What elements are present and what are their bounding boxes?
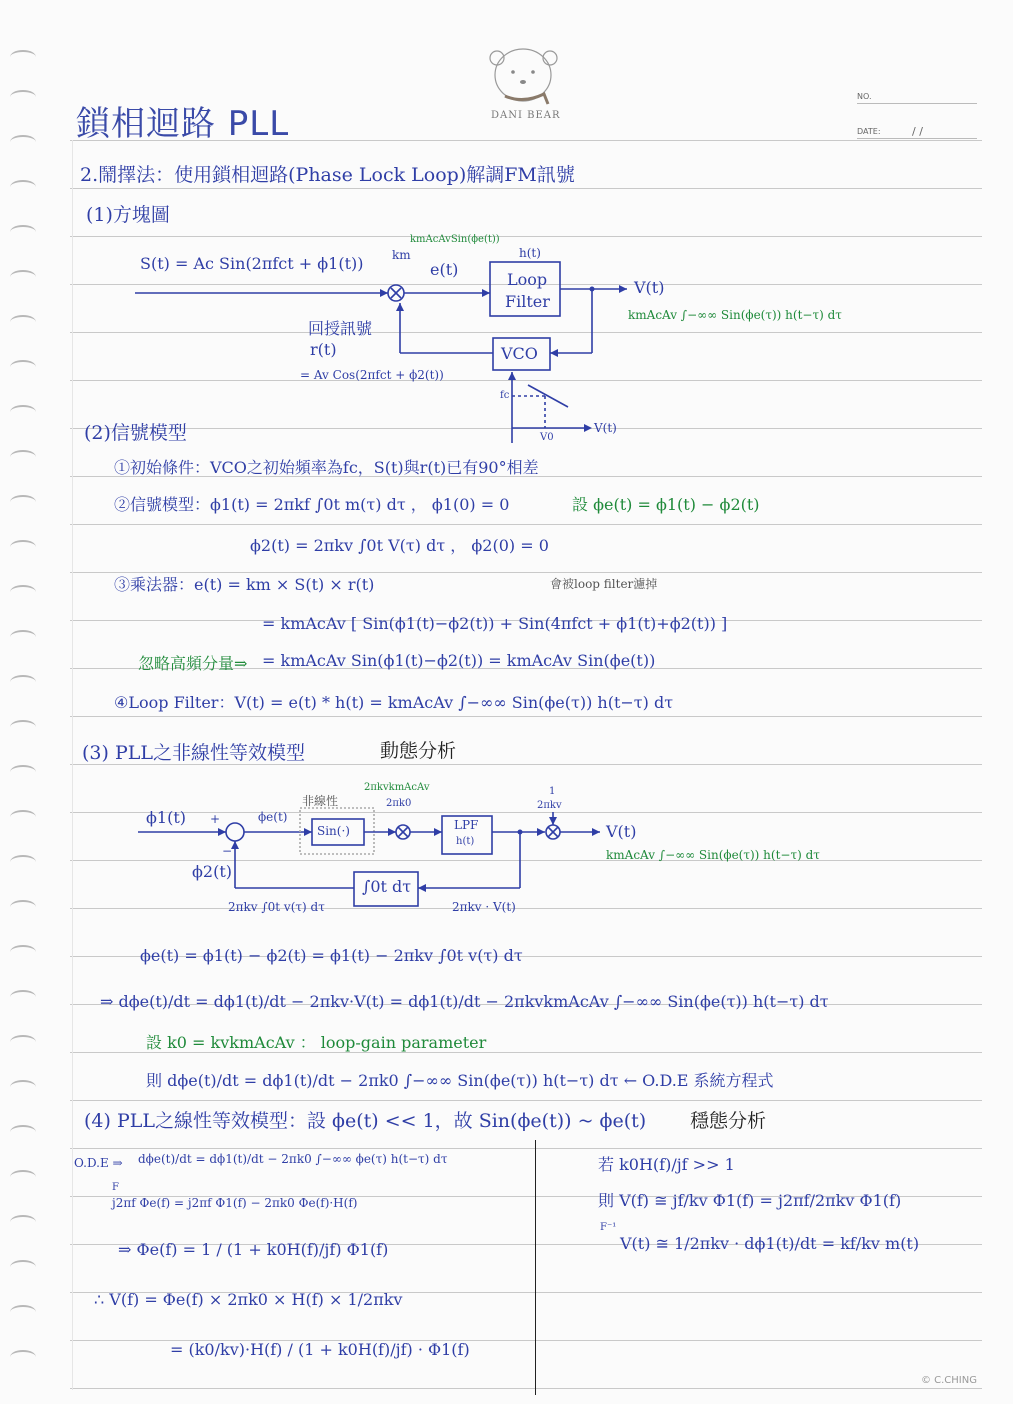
model-item-3b: = kmAcAv [ Sin(ϕ1(t)−ϕ2(t)) + Sin(4πfct + ϕ1(t)+ϕ2(t)) ] <box>262 614 728 633</box>
vco-axis-vt: V(t) <box>594 421 617 435</box>
nl-vt: V(t) <box>606 822 637 841</box>
brand-name: DANI BEAR <box>491 110 561 121</box>
feedback-eq: = Av Cos(2πfct + ϕ2(t)) <box>300 368 444 382</box>
loop-filter-line2: Filter <box>505 292 550 311</box>
output-green-eq: kmAcAv ∫−∞∞ Sin(ϕe(τ)) h(t−τ) dτ <box>628 308 842 322</box>
vco-axis-fc: fc <box>500 390 510 401</box>
no-label: NO. <box>857 92 872 101</box>
lin-eq-4: ∴ V(f) = Φe(f) × 2πk0 × H(f) × 1/2πkv <box>94 1290 403 1309</box>
nl-lpf-1: LPF <box>454 818 479 832</box>
model-item-2b: ϕ2(t) = 2πkv ∫0t V(τ) dτ ， ϕ2(0) = 0 <box>250 536 549 555</box>
nl-int-box: ∫0t dτ <box>362 877 412 896</box>
nl-fb-right: 2πkv · V(t) <box>452 900 516 914</box>
model-item-3c-green: 忽略高頻分量⇒ <box>138 654 248 673</box>
nl-gain-over: 2πk0 <box>386 798 412 809</box>
column-separator <box>535 1140 536 1395</box>
eq-ode: 則 dϕe(t)/dt = dϕ1(t)/dt − 2πk0 ∫−∞∞ Sin(ϕe(τ)) h(t−τ) dτ ← O.D.E 系統方程式 <box>146 1071 774 1090</box>
right-inverse-arrow: F⁻¹ <box>600 1222 617 1233</box>
model-item-2a: ②信號模型：ϕ1(t) = 2πkf ∫0t m(τ) dτ ， ϕ1(0) = 0 <box>114 495 510 514</box>
nl-gain-green: 2πkvkmAcAv <box>364 782 430 793</box>
model-item-3c: = kmAcAv Sin(ϕ1(t)−ϕ2(t)) = kmAcAv Sin(ϕe(t)) <box>262 651 656 670</box>
nl-gain2-den: 2πkv <box>537 800 562 811</box>
date-label: DATE: <box>857 127 881 136</box>
lin-eq-5: = (k0/kv)·H(f) / (1 + k0H(f)/jf) · Φ1(f) <box>170 1340 470 1359</box>
nl-lpf-2: h(t) <box>456 836 475 847</box>
lin-eq-3: ⇒ Φe(f) = 1 / (1 + k0H(f)/jf) Φ1(f) <box>118 1240 389 1259</box>
eq-phie-derivative: ⇒ dϕe(t)/dt = dϕ1(t)/dt − 2πkv·V(t) = dϕ1(t)/dt − 2πkvkmAcAv ∫−∞∞ Sin(ϕe(τ)) h(t−τ) dτ <box>100 992 829 1011</box>
output-vt-label: V(t) <box>634 278 665 297</box>
section-3-heading-dark: 動態分析 <box>380 740 457 762</box>
lin-eq-1: dϕe(t)/dt = dϕ1(t)/dt − 2πk0 ∫−∞∞ ϕe(τ) h(t−τ) dτ <box>138 1152 448 1166</box>
nl-phi1: ϕ1(t) <box>146 808 186 827</box>
nl-phie: ϕe(t) <box>258 810 288 824</box>
section-4-heading-dark: 穩態分析 <box>690 1110 767 1132</box>
section-4-heading: (4) PLL之線性等效模型：設 ϕe(t) << 1，故 Sin(ϕe(t)) ~ ϕe(t) <box>84 1110 647 1132</box>
mixer-output-green: kmAcAvSin(ϕe(t)) <box>410 234 500 245</box>
vco-axis-v0: V0 <box>540 432 554 443</box>
model-item-3-note: 會被loop filter濾掉 <box>550 577 658 591</box>
ode-label: O.D.E ⇒ <box>74 1156 123 1170</box>
lin-eq-2: j2πf Φe(f) = j2πf Φ1(f) − 2πk0 Φe(f)·H(f) <box>112 1196 358 1210</box>
nl-nonlinear-label: 非線性 <box>302 794 339 808</box>
loop-filter-line1: Loop <box>507 270 548 289</box>
section-3-heading: (3) PLL之非線性等效模型 <box>82 742 305 764</box>
input-signal-eq: S(t) = Ac Sin(2πfct + ϕ1(t)) <box>140 254 364 273</box>
model-item-2a-green: 設 ϕe(t) = ϕ1(t) − ϕ2(t) <box>572 495 760 514</box>
e-label: e(t) <box>430 260 459 279</box>
subsection-block-diagram: (1)方塊圖 <box>86 204 170 226</box>
feedback-label: 回授訊號 <box>308 319 373 338</box>
model-item-1: ①初始條件：VCO之初始頻率為fc，S(t)與r(t)已有90°相差 <box>114 458 539 477</box>
section-2-heading: 2.鬧擇法：使用鎖相迴路(Phase Lock Loop)解調FM訊號 <box>80 164 575 186</box>
nl-gain2-num: 1 <box>549 786 556 797</box>
nl-vt-green: kmAcAv ∫−∞∞ Sin(ϕe(τ)) h(t−τ) dτ <box>606 848 820 862</box>
right-vt: V(t) ≅ 1/2πkv · dϕ1(t)/dt = kf/kv m(t) <box>620 1234 920 1253</box>
section-signal-model-heading: (2)信號模型 <box>84 422 187 444</box>
km-label: km <box>392 248 411 262</box>
eq-k0-def: 設 k0 = kvkmAcAv ： loop-gain parameter <box>146 1033 487 1052</box>
lin-fourier-arrow: F <box>112 1182 119 1193</box>
feedback-rt: r(t) <box>310 340 337 359</box>
page-title: 鎖相迴路 PLL <box>76 104 290 144</box>
nl-sin-box: Sin(·) <box>317 824 350 838</box>
model-item-4: ④Loop Filter：V(t) = e(t) * h(t) = kmAcAv ∫−∞∞ Sin(ϕe(τ)) h(t−τ) dτ <box>114 693 674 712</box>
model-item-3a: ③乘法器：e(t) = km × S(t) × r(t) <box>114 575 375 594</box>
nl-fb-left: 2πkv ∫0t v(τ) dτ <box>228 900 325 914</box>
eq-phie-def: ϕe(t) = ϕ1(t) − ϕ2(t) = ϕ1(t) − 2πkv ∫0t v(τ) dτ <box>140 946 523 965</box>
footer-copyright: © C.CHING <box>920 1375 977 1386</box>
nl-plus: + <box>210 812 221 826</box>
nl-minus: − <box>222 844 233 858</box>
h-label: h(t) <box>519 246 541 260</box>
right-vf: 則 V(f) ≅ jf/kv Φ1(f) = j2πf/2πkv Φ1(f) <box>598 1191 902 1210</box>
nl-phi2: ϕ2(t) <box>192 862 232 881</box>
margin-line <box>72 140 73 1390</box>
date-value: / / <box>912 125 923 138</box>
vco-label: VCO <box>501 344 538 363</box>
right-cond: 若 k0H(f)/jf >> 1 <box>598 1155 735 1174</box>
